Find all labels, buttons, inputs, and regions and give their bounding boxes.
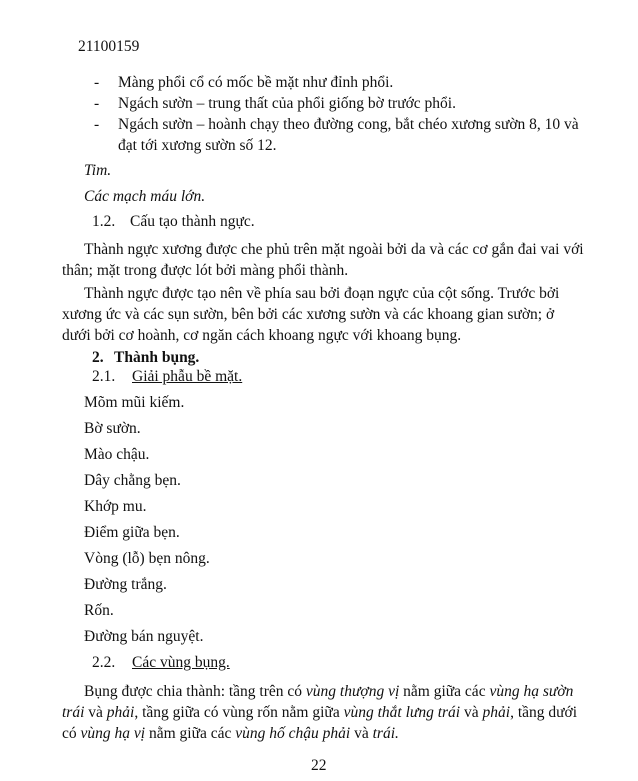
paragraph-line: có vùng hạ vị nằm giữa các vùng hố chậu phải và trái. — [62, 725, 399, 742]
paragraph-line: trái và phải, tầng giữa có vùng rốn nằm giữa vùng thắt lưng trái và phải, tầng dưới — [62, 704, 578, 721]
bullet-marker: - — [94, 116, 100, 133]
bullet-item-continuation: đạt tới xương sườn số 12. — [118, 137, 277, 154]
paragraph-line: Bụng được chia thành: tầng trên có vùng thượng vị nằm giữa các vùng hạ sườn — [84, 683, 574, 700]
section-title: Giải phẫu bề mặt. — [132, 368, 243, 385]
italic-note: Các mạch máu lớn. — [84, 188, 206, 205]
list-item: Điểm giữa bẹn. — [84, 524, 180, 541]
list-item: Đường bán nguyệt. — [84, 628, 204, 645]
list-item: Mõm mũi kiếm. — [84, 394, 185, 411]
paragraph-line: thân; mặt trong được lót bởi màng phổi thành. — [62, 262, 349, 279]
paragraph — [62, 283, 562, 346]
paragraph-line: dưới bởi cơ hoành, cơ ngăn cách khoang ngực với khoang bụng. — [62, 327, 462, 344]
section-title: Các vùng bụng. — [132, 654, 230, 671]
list-item: Khớp mu. — [84, 498, 147, 515]
list-item: Vòng (lỗ) bẹn nông. — [84, 550, 210, 567]
list-item: Bờ sườn. — [84, 420, 141, 437]
bullet-item: Ngách sườn – hoành chạy theo đường cong, bắt chéo xương sườn 8, 10 và — [118, 116, 579, 133]
paragraph — [62, 681, 578, 744]
document-id: 21100159 — [78, 38, 140, 55]
section-number: 2. — [92, 349, 104, 366]
section-number: 2.2. — [92, 654, 116, 671]
bullet-marker: - — [94, 95, 100, 112]
section-number: 1.2. — [92, 213, 116, 230]
paragraph-line: Thành ngực được tạo nên về phía sau bởi đoạn ngực của cột sống. Trước bởi — [84, 285, 560, 302]
section-number: 2.1. — [92, 368, 116, 385]
bullet-marker: - — [94, 74, 100, 91]
bullet-item: Màng phổi cổ có mốc bề mặt như đỉnh phổi. — [118, 74, 394, 91]
list-item: Dây chằng bẹn. — [84, 472, 181, 489]
page-number: 22 — [311, 757, 327, 774]
list-item: Mào chậu. — [84, 446, 150, 463]
list-item: Đường trắng. — [84, 576, 167, 593]
list-item: Rốn. — [84, 602, 114, 619]
paragraph-line: xương ức và các sụn sườn, bên bởi các xương sườn và các khoang gian sườn; ở — [62, 306, 555, 323]
section-title: Cấu tạo thành ngực. — [130, 213, 255, 230]
paragraph-line: Thành ngực xương được che phủ trên mặt ngoài bởi da và các cơ gắn đai vai với — [84, 241, 584, 258]
italic-note: Tim. — [84, 162, 112, 179]
paragraph — [62, 239, 584, 281]
bullet-item: Ngách sườn – trung thất của phổi giống bờ trước phổi. — [118, 95, 456, 112]
section-title: Thành bụng. — [114, 349, 200, 366]
